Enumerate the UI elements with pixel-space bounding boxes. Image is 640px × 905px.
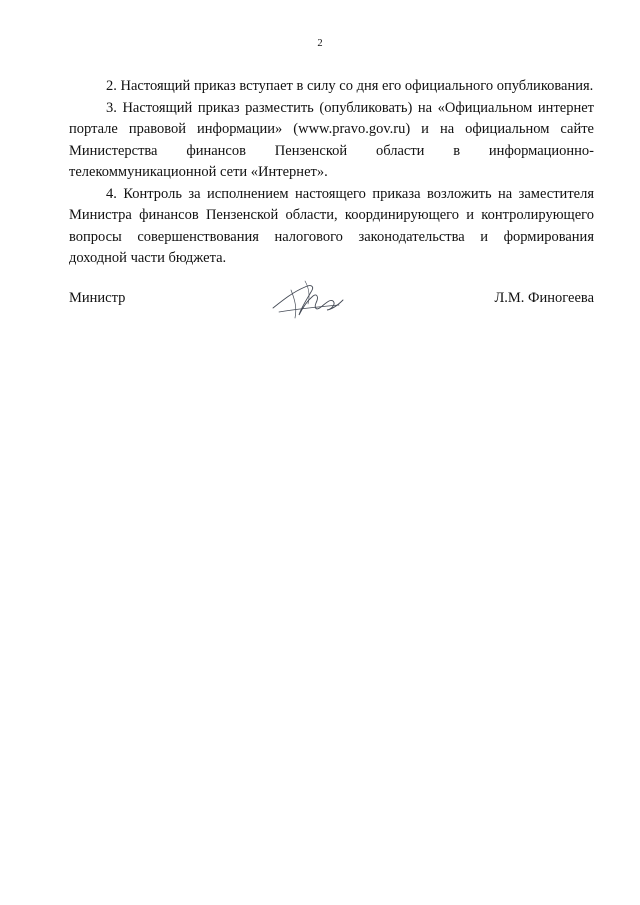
handwritten-signature [269,278,355,322]
paragraph-control: 4. Контроль за исполнением настоящего приказа возложить на заместителя Министра финансов Пензенской области, координирующего и контролирующего вопросы совершенствования налогового законодательства и формирования доходной части бюджета. [69,185,594,266]
signatory-title: Министр [69,290,126,306]
paragraph-publication: 3. Настоящий приказ разместить (опубликовать) на «Официальном интернет портале правовой информации» (www.pravo.gov.ru) и на официальном сайте Министерства финансов Пензенской области в информационно-телекоммуникационной сети «Интернет». [69,99,594,180]
paragraph-effective-date: 2. Настоящий приказ вступает в силу со дня его официального опубликования. [106,78,594,94]
signatory-name: Л.М. Финогеева [494,290,594,306]
page-number: 2 [317,38,323,49]
signature-block [69,290,594,330]
document-body [69,76,594,270]
